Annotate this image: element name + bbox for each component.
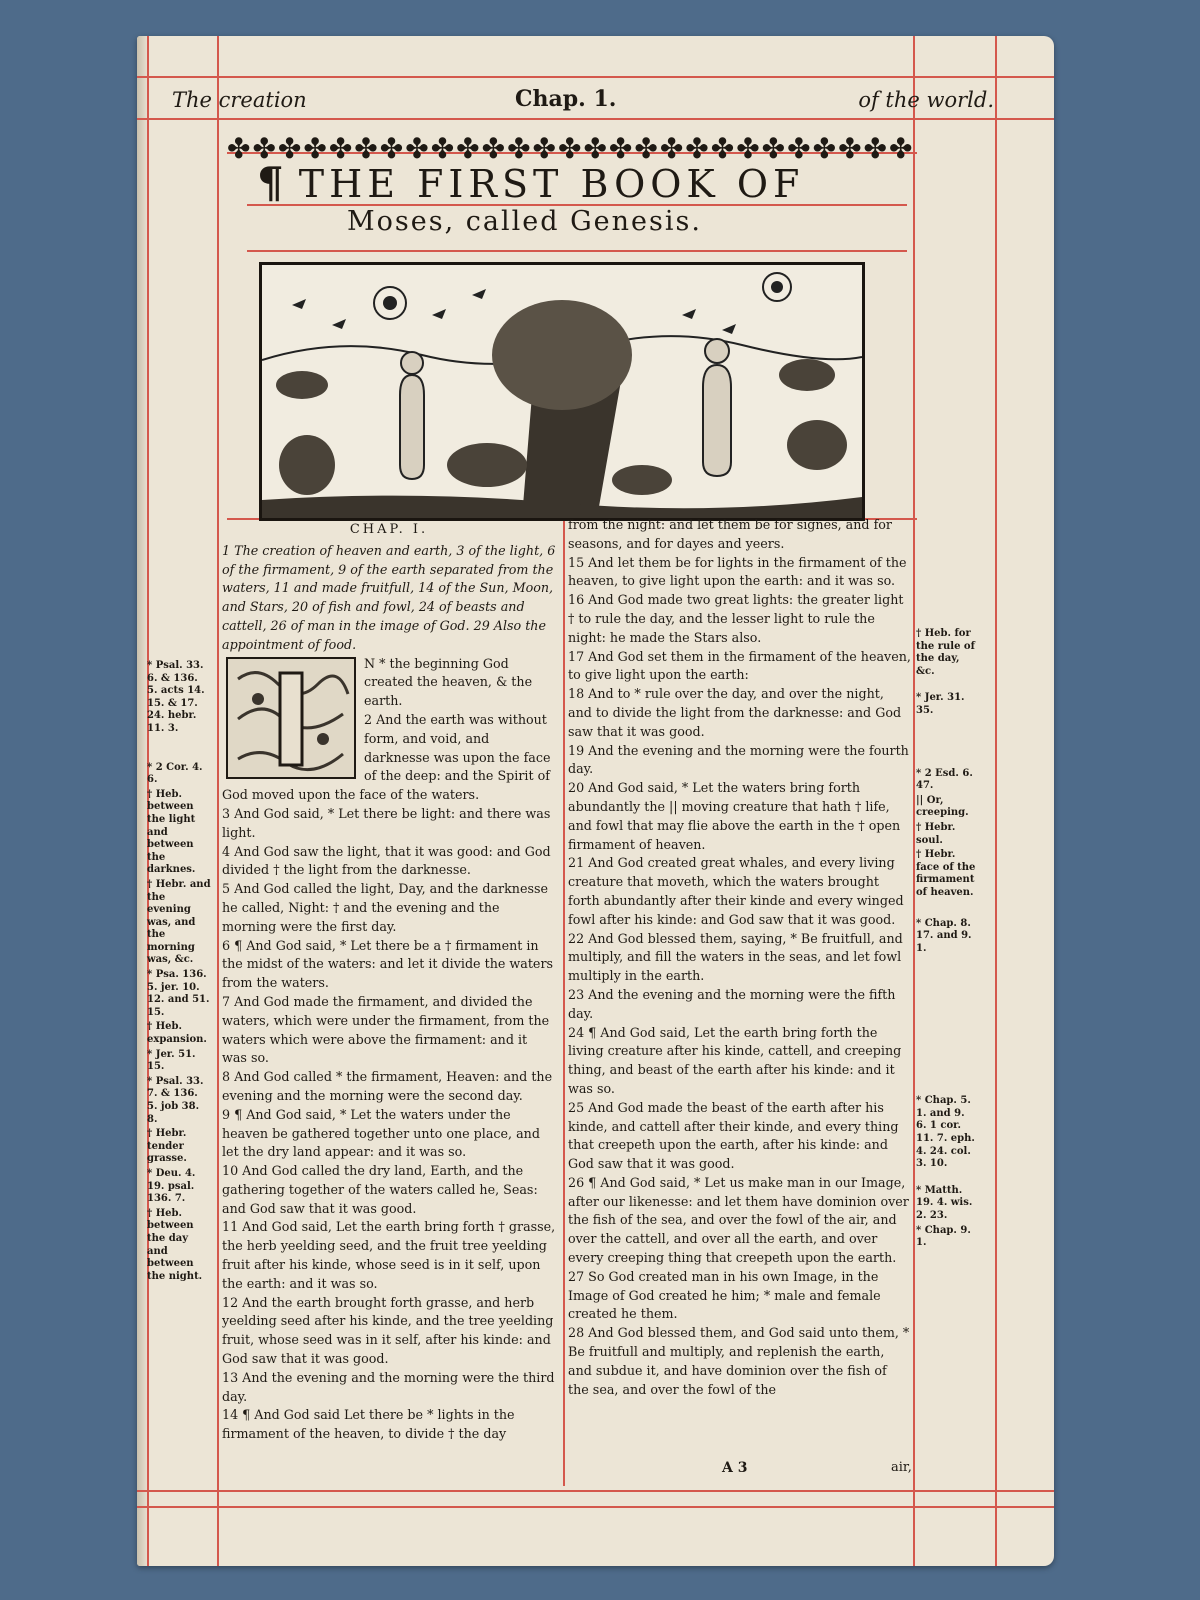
verse-11: 11 And God said, Let the earth bring forth † grasse, the herb yeelding seed, and the fruit tree yeelding fruit after his kinde, whose seed is in it self, upon the earth: and it was so. [222,1219,556,1291]
margin-note: * Jer. 31. 35. [916,692,965,716]
margin-notes-left [147,660,211,1285]
verse-14: 14 ¶ And God said Let there be * lights in the firmament of the heaven, to divide † the day [222,1407,515,1442]
verse-3: 3 And God said, * Let there be light: and there was light. [222,805,551,840]
verse-27: 27 So God created man in his own Image, in the Image of God created he him; * male and female created he them. [568,1268,881,1322]
creation-woodcut-image [259,262,865,521]
margin-note: † Hebr. soul. [916,821,956,846]
fleuron-ornament-band: ✤✤✤✤✤✤✤✤✤✤✤✤✤✤✤✤✤✤✤✤✤✤✤✤✤✤✤ [227,132,915,165]
verse-5: 5 And God called the light, Day, and the darknesse he called, Night: † and the evening and the morning were the first day. [222,881,548,934]
margin-note: † Heb. between the light and between the darknes. [147,788,196,876]
chapter-summary: 1 The creation of heaven and earth, 3 of the light, 6 of the firmament, 9 of the earth separated from the waters, 11 and made fruitfull, 14 of the Sun, Moon, and Stars, 20 of fish and fowl, 24 of beasts and cattell, 26 of man in the image of God. 29 Also the appointment of food. [222,542,556,652]
text-column-left [222,521,556,1444]
verse-23: 23 And the evening and the morning were the fifth day. [568,986,896,1021]
margin-note: † Hebr. and the evening was, and the morning was, &c. [147,878,211,966]
verse-7: 7 And God made the firmament, and divided the waters, which were under the firmament, from the waters which were above the firmament: and it was so. [222,993,550,1066]
verse-12: 12 And the earth brought forth grasse, and herb yeelding seed after his kinde, and the tree yeelding fruit, whose seed was in it self, after his kinde: and God saw that it was good. [222,1294,554,1367]
verse-20: 20 And God said, * Let the waters bring forth abundantly the || moving creature that hath † life, and fowl that may flie above the earth in the † open firmament of heaven. [568,780,901,852]
chapter-heading: CHAP. I. [349,522,429,537]
rule-left-inner [217,36,219,1566]
bible-page [137,36,1054,1566]
text-column-right [568,516,911,1399]
margin-note: * 2 Esd. 6. 47. [916,767,973,792]
margin-note: † Heb. for the rule of the day, &c. [916,628,975,677]
margin-note: * Chap. 8. 17. and 9. 1. [916,917,972,954]
margin-note: * Psa. 136. 5. jer. 10. 12. and 51. 15. [147,969,210,1018]
margin-note: * Jer. 51. 15. [147,1048,196,1073]
header-right: of the world. [858,88,994,112]
margin-note: * Chap. 5. 1. and 9. 6. 1 cor. 11. 7. eph. 4. 24. col. 3. 10. [916,1095,975,1170]
verse-14-cont: from the night: and let them be for signes, and for seasons, and for dayes and yeers. [568,517,892,551]
margin-note: † Hebr. tender grasse. [147,1128,187,1165]
verse-15: 15 And let them be for lights in the firmament of the heaven, to give light upon the earth: and it was so. [568,554,907,589]
rule-right-inner [913,36,915,1566]
verse-1: N * the beginning God created the heaven, & the earth. [364,655,533,709]
margin-note: † Hebr. face of the firmament of heaven. [916,849,976,898]
book-title-line2: Moses, called Genesis. [347,206,702,237]
signature-mark: A 3 [722,1460,748,1476]
verse-25: 25 And God made the beast of the earth after his kinde, and cattell after their kinde, and every thing that creepeth upon the earth, after his kinde: and God saw that it was good. [568,1099,899,1172]
header-left: The creation [172,88,307,112]
catchword: air, [891,1460,912,1475]
rule-header [137,118,1054,120]
verse-26: 26 ¶ And God said, * Let us make man in our Image, after our likenesse: and let them have dominion over the fish of the sea, and over the fowl of the air, and over the cattell, and over all the earth, and over every creeping thing that creepeth upon the earth. [568,1174,909,1266]
verse-9: 9 ¶ And God said, * Let the waters under the heaven be gathered together unto one place, and let the dry land appear: and it was so. [222,1106,540,1160]
verse-21: 21 And God created great whales, and every living creature that moveth, which the waters brought forth abundantly after their kinde and every winged fowl after his kinde: and God saw that it was good. [568,855,904,927]
margin-note: * Deu. 4. 19. psal. 136. 7. [147,1167,196,1205]
verse-8: 8 And God called * the firmament, Heaven: and the evening and the morning were the second day. [222,1069,553,1103]
margin-note: || Or, creeping. [916,794,969,819]
verse-16: 16 And God made two great lights: the greater light † to rule the day, and the lesser light to rule the night: he made the Stars also. [568,592,904,645]
verse-6: 6 ¶ And God said, * Let there be a † firmament in the midst of the waters: and let it divide the waters from the waters. [222,937,554,991]
verse-24: 24 ¶ And God said, Let the earth bring forth the living creature after his kinde, cattell, and creeping thing, and beast of the earth after his kinde: and it was so. [568,1024,902,1096]
verse-22: 22 And God blessed them, saying, * Be fruitfull, and multiply, and fill the waters in the seas, and let fowl multiply in the earth. [568,930,903,984]
book-title-line1: THE FIRST BOOK OF [298,162,805,206]
verse-19: 19 And the evening and the morning were the fourth day. [568,742,909,777]
margin-note: † Heb. expansion. [147,1021,207,1046]
verse-10: 10 And God called the dry land, Earth, and the gathering together of the waters called he, Seas: and God saw that it was good. [222,1163,538,1216]
running-header [137,84,1054,118]
verse-17: 17 And God set them in the firmament of the heaven, to give light upon the earth: [568,648,911,683]
margin-note: * Psal. 33. 7. & 136. 5. job 38. 8. [147,1075,204,1125]
rule-bottom-2 [137,1506,1054,1508]
margin-note: † Heb. between the day and between the night. [147,1207,203,1282]
rule-top [137,76,1054,78]
margin-note: * Psal. 33. 6. & 136. 5. acts 14. 15. & 17. 24. hebr. 11. 3. [147,660,205,734]
pilcrow-mark: ¶ [257,158,289,207]
verse-4: 4 And God saw the light, that it was good: and God divided † the light from the darknesse. [222,843,551,878]
rule-bottom-1 [137,1490,1054,1492]
decorated-initial-i [226,657,356,779]
verse-13: 13 And the evening and the morning were the third day. [222,1369,555,1404]
verse-28: 28 And God blessed them, and God said unto them, * Be fruitfull and multiply, and replenish the earth, and subdue it, and have dominion over the fish of the sea, and over the fowl of the [568,1325,910,1397]
rule-title-3 [247,250,907,252]
margin-note: * Chap. 9. 1. [916,1224,971,1249]
header-chapter: Chap. 1. [515,86,617,112]
margin-note: * Matth. 19. 4. wis. 2. 23. [916,1184,973,1222]
rule-center [563,516,565,1486]
rule-right-outer [995,36,997,1566]
verse-2: 2 And the earth was without form, and void, and darknesse was upon the face of the deep: and the Spirit of God moved upon the face of the waters. [222,711,551,803]
book-title [257,158,804,207]
margin-notes-right [916,628,976,1252]
verse-18: 18 And to * rule over the day, and over the night, and to divide the light from the darknesse: and God saw that it was good. [568,686,902,739]
margin-note: * 2 Cor. 4. 6. [147,761,203,786]
